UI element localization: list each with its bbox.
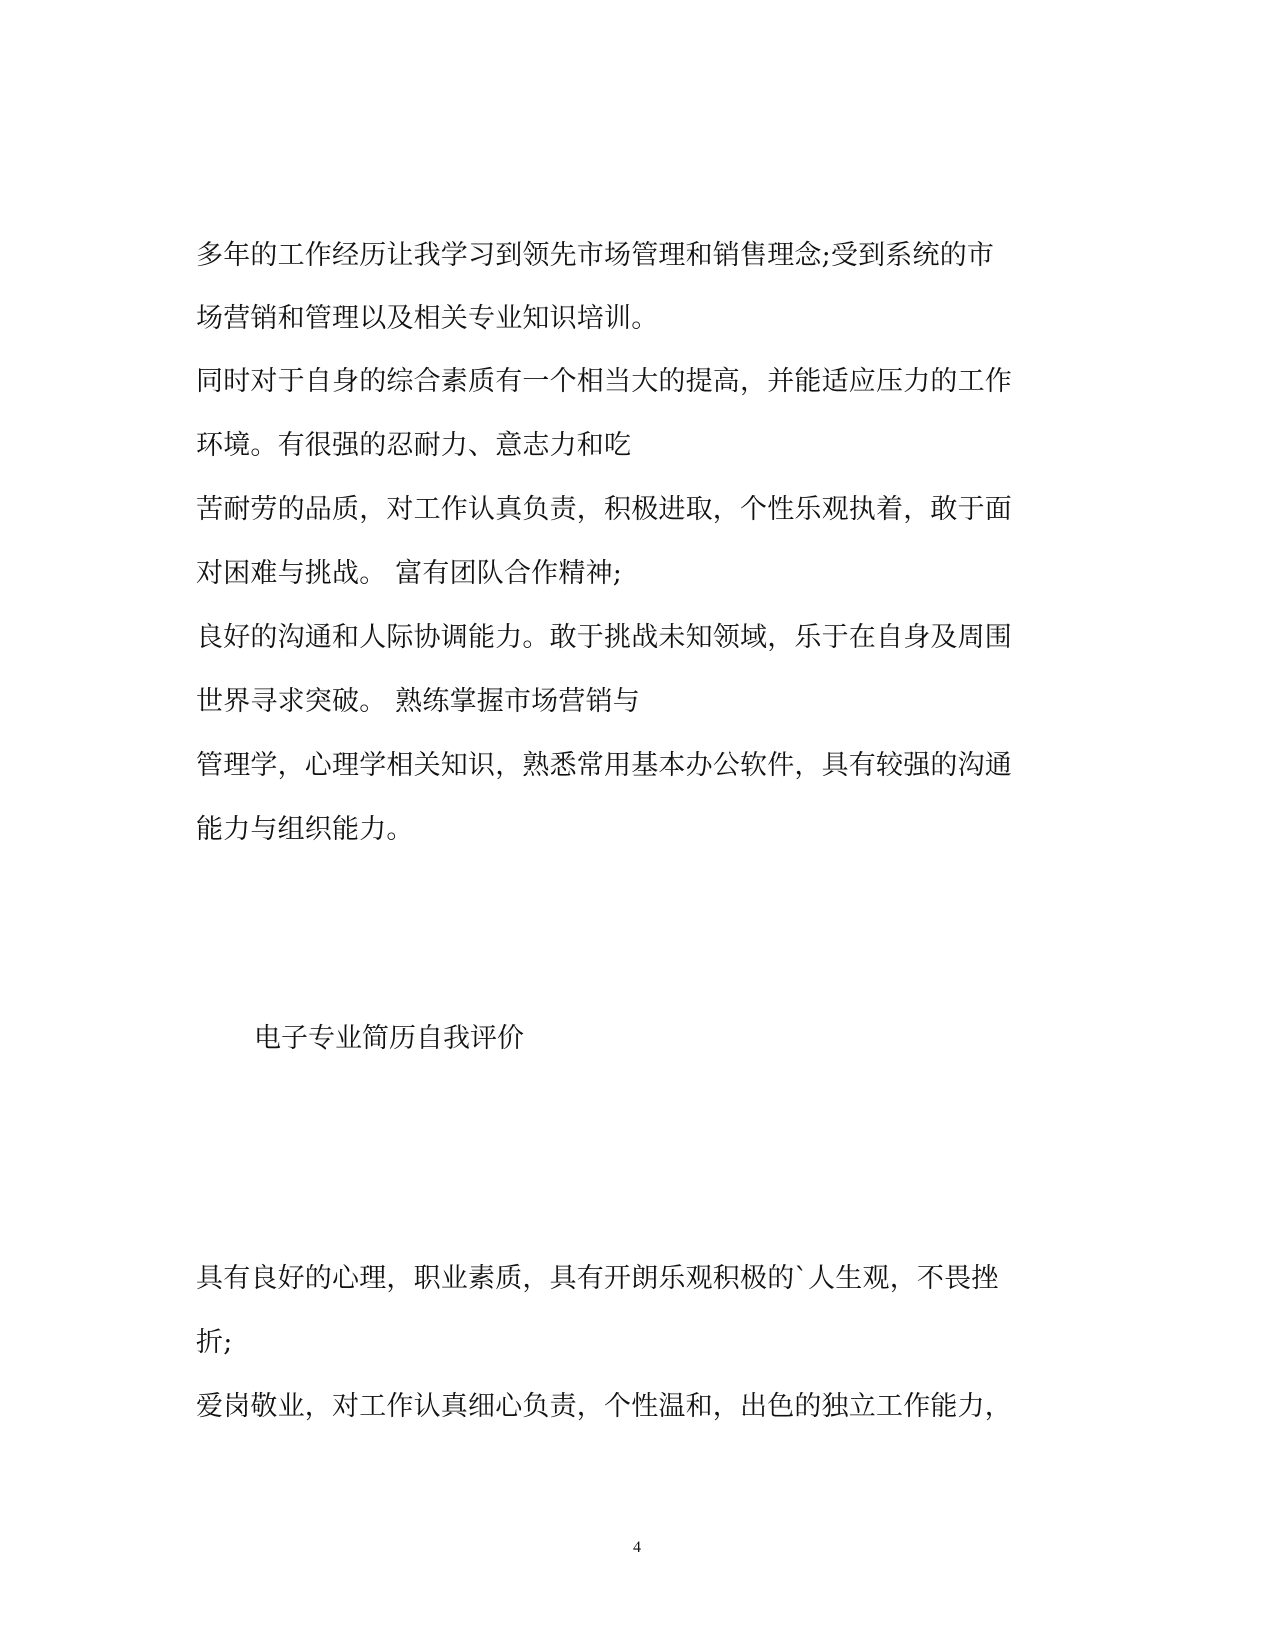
text-line: 环境。有很强的忍耐力、意志力和吃: [196, 430, 632, 461]
text-line: 管理学，心理学相关知识，熟悉常用基本办公软件，具有较强的沟通: [196, 750, 1012, 781]
text-line: 具有良好的心理，职业素质，具有开朗乐观积极的`人生观，不畏挫: [196, 1263, 999, 1294]
section-heading: 电子专业简历自我评价: [254, 1023, 524, 1054]
page-number: 4: [633, 1539, 641, 1556]
text-line: 能力与组织能力。: [196, 814, 414, 845]
text-line: 苦耐劳的品质，对工作认真负责，积极进取，个性乐观执着，敢于面: [196, 494, 1012, 525]
text-line: 折;: [196, 1327, 233, 1358]
text-line: 多年的工作经历让我学习到领先市场管理和销售理念;受到系统的市: [196, 240, 995, 271]
text-line: 同时对于自身的综合素质有一个相当大的提高，并能适应压力的工作: [196, 366, 1012, 397]
text-line: 良好的沟通和人际协调能力。敢于挑战未知领域，乐于在自身及周围: [196, 622, 1012, 653]
text-line: 对困难与挑战。 富有团队合作精神;: [196, 558, 623, 589]
text-line: 爱岗敬业，对工作认真细心负责，个性温和，出色的独立工作能力，: [196, 1391, 1012, 1422]
text-line: 世界寻求突破。 熟练掌握市场营销与: [196, 686, 640, 717]
text-line: 场营销和管理以及相关专业知识培训。: [196, 303, 659, 334]
